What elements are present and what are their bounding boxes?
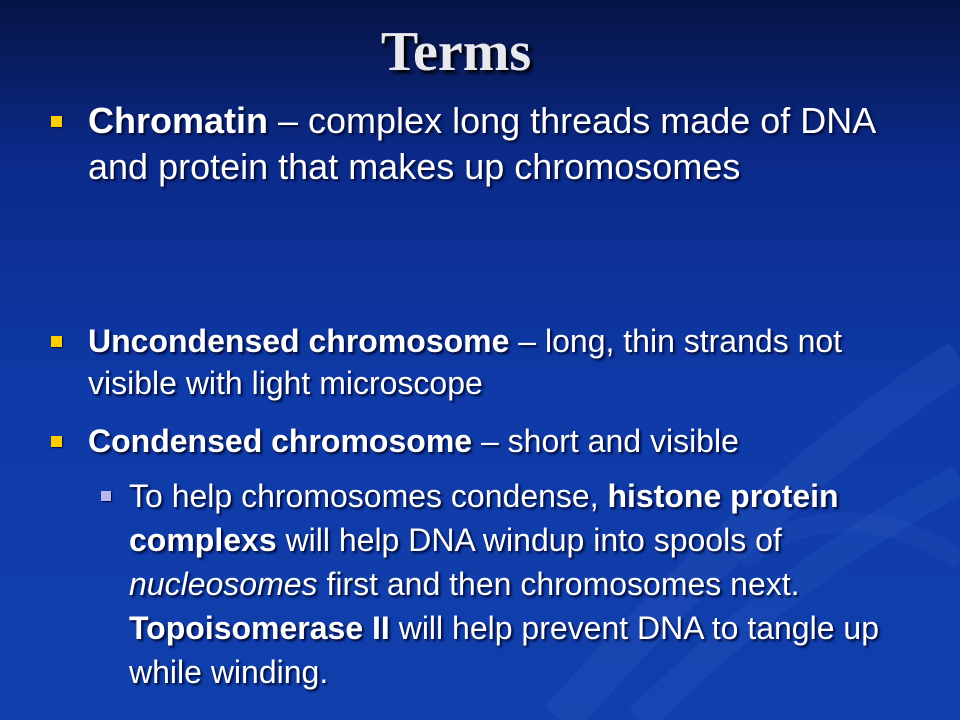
term-nucleosomes: nucleosomes — [129, 566, 318, 602]
sub-bullet-text-part1: To help chromosomes condense, — [129, 478, 608, 514]
sub-bullet-text-part3: first and then chromosomes next. — [317, 566, 800, 602]
sub-bullet-text-part4: will help prevent DNA to tangle up while winding. — [129, 610, 879, 690]
bullet-square-icon — [51, 336, 62, 347]
term-uncondensed-chromosome: Uncondensed chromosome — [88, 323, 510, 359]
bullet-chromatin — [88, 98, 908, 190]
sub-bullet-square-icon — [101, 491, 111, 501]
bullet-condensed-chromosome — [88, 420, 908, 462]
bullet-square-icon — [51, 116, 62, 127]
term-condensed-chromosome: Condensed chromosome — [88, 423, 473, 459]
definition-condensed-chromosome: – short and visible — [472, 423, 739, 459]
slide-title: Terms — [380, 21, 532, 83]
sub-bullet-condensation — [129, 474, 909, 694]
term-chromatin: Chromatin — [88, 100, 268, 141]
sub-bullet-text-part2: will help DNA windup into spools of — [276, 522, 782, 558]
definition-chromatin: – complex long threads made of DNA and protein that makes up chromosomes — [88, 100, 875, 187]
definition-uncondensed-chromosome: – long, thin strands not visible with light microscope — [88, 323, 843, 401]
bullet-uncondensed-chromosome — [88, 320, 908, 404]
bullet-square-icon — [51, 436, 62, 447]
term-histone-protein-complexs: histone protein complexs — [129, 478, 839, 558]
term-topoisomerase-ii: Topoisomerase II — [129, 610, 390, 646]
